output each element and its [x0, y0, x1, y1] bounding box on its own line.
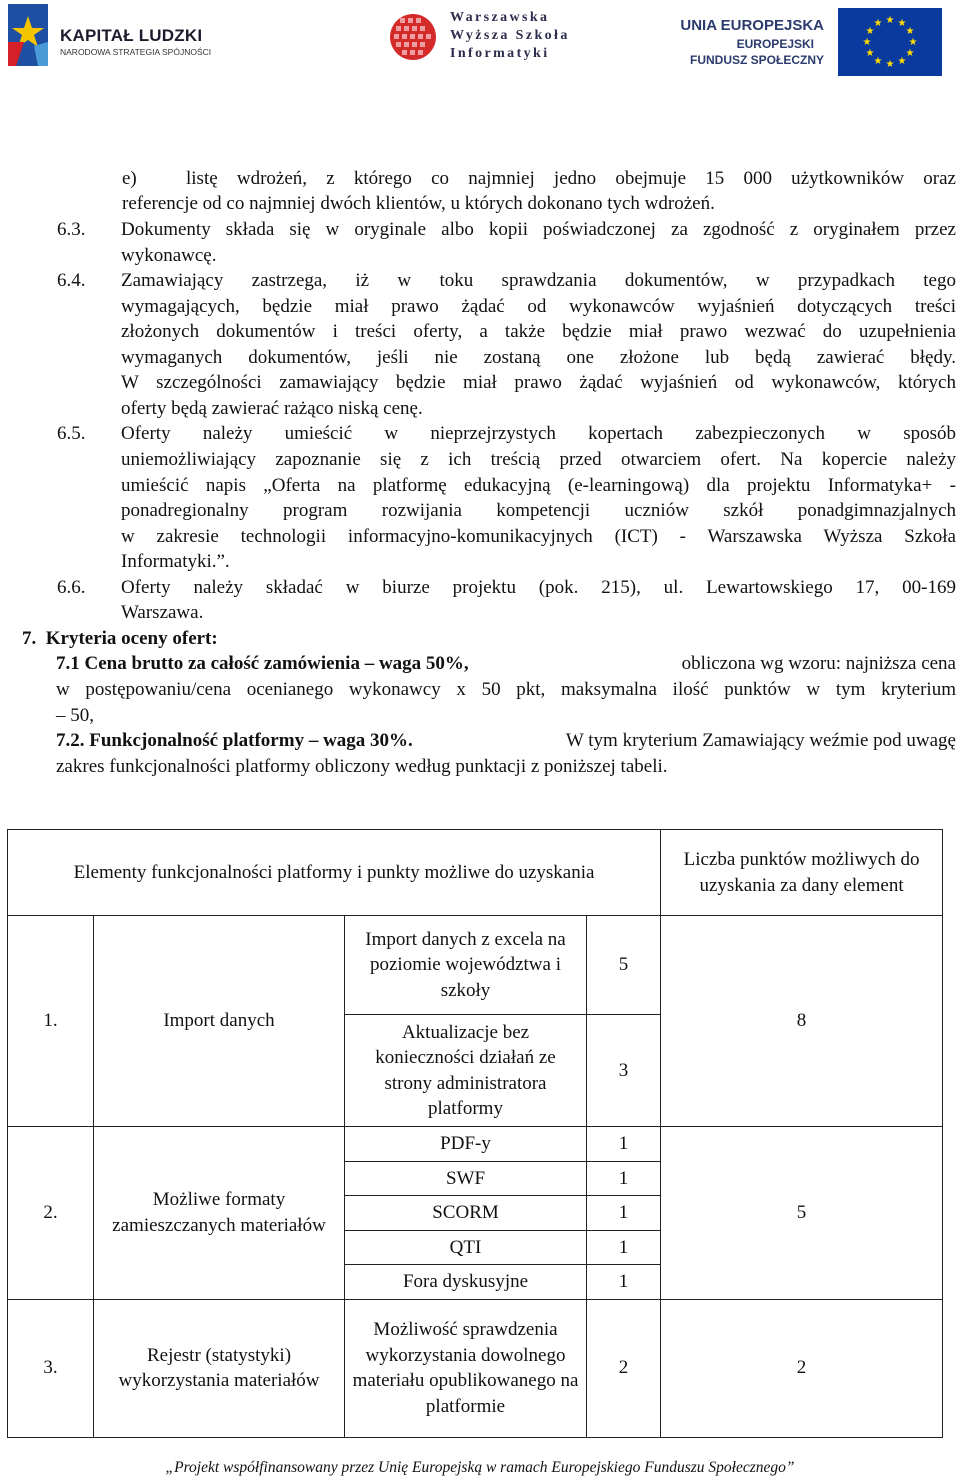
row-number: 3. [8, 1299, 94, 1437]
section-7-2-description: W tym kryterium Zamawiający weźmie pod uwagę [561, 730, 956, 751]
eu-logo [680, 8, 942, 78]
section-6-4-line: Zamawiający zastrzega, iż w toku sprawdzania dokumentów, w przypadkach tego [121, 270, 956, 291]
svg-text:★: ★ [908, 37, 918, 48]
table-row [8, 1299, 943, 1437]
section-6-5-line: w zakresie technologii informacyjno-komunikacyjnych (ICT) - Warszawska Wyższa Szkoła [121, 526, 956, 547]
row-total-points: 8 [661, 916, 943, 1127]
section-7-1-formula: obliczona wg wzoru: najniższa cena [676, 653, 956, 674]
section-6-5-line: umieścić napis „Oferta na platformę edukacyjną (e-learningową) dla projektu Informatyka+ - [121, 475, 956, 496]
item-e-label: e) [122, 168, 137, 189]
wwsi-line2: Wyższa Szkoła [450, 28, 570, 43]
eu-line3: FUNDUSZ SPOŁECZNY [689, 53, 824, 67]
svg-text:★: ★ [873, 18, 883, 29]
section-7-1-line2: w postępowaniu/cena ocenianego wykonawcy x 50 pkt, maksymalna ilość punktów w tym kryterium [56, 679, 956, 700]
table-row [8, 916, 943, 1015]
table-header-row [8, 830, 943, 916]
section-6-5-number: 6.5. [57, 423, 86, 444]
wwsi-logo [388, 8, 578, 64]
svg-text:★: ★ [885, 59, 895, 70]
section-7-1-line3: – 50, [56, 705, 94, 726]
row-element-name: Możliwe formaty zamieszczanych materiałów [94, 1127, 345, 1300]
criteria-table [7, 829, 943, 1438]
section-6-6-number: 6.6. [57, 577, 86, 598]
kapital-ludzki-name: KAPITAŁ LUDZKI [60, 26, 203, 45]
eu-flag-icon [838, 8, 942, 76]
row-element-name: Import danych [94, 916, 345, 1127]
section-6-4-line: wymaganych dokumentów, jeśli nie zostaną one złożone lub będą zawierać błędy. [121, 347, 956, 368]
section-6-5-line: uniemożliwiający zapoznanie się z ich treścią przed otwarciem ofert. Na kopercie należy [121, 449, 956, 470]
row-item-label: SCORM [345, 1196, 587, 1231]
kapital-ludzki-tagline: NARODOWA STRATEGIA SPÓJNOŚCI [60, 47, 212, 57]
svg-text:★: ★ [905, 26, 915, 37]
svg-text:★: ★ [862, 37, 872, 48]
row-total-points: 2 [661, 1299, 943, 1437]
section-6-4-line: wymagających, będzie miał prawo żądać od wykonawców wyjaśnień dotyczących treści [121, 296, 956, 317]
row-item-points: 1 [587, 1127, 661, 1162]
section-6-6-line2: Warszawa. [121, 602, 204, 623]
section-6-6-line1: Oferty należy składać w biurze projektu (pok. 215), ul. Lewartowskiego 17, 00-169 [121, 577, 956, 598]
row-element-name: Rejestr (statystyki) wykorzystania materiałów [94, 1299, 345, 1437]
row-item-points: 1 [587, 1161, 661, 1196]
row-item-label: Import danych z excela na poziomie województwa i szkoły [345, 916, 587, 1015]
row-number: 1. [8, 916, 94, 1127]
wwsi-line1: Warszawska [450, 10, 550, 25]
section-7-1-title: 7.1 Cena brutto za całość zamówienia – waga 50%, [56, 653, 469, 674]
footer-cofinancing-note: „Projekt współfinansowany przez Unię Europejską w ramach Europejskiego Funduszu Społecznego” [165, 1459, 795, 1476]
section-7-2-title: 7.2. Funkcjonalność platformy – waga 30%. [56, 730, 413, 751]
row-item-points: 3 [587, 1015, 661, 1127]
section-6-4-line: W szczególności zamawiający będzie miał prawo żądać wyjaśnień od wykonawców, których [121, 372, 956, 393]
table-header-points: Liczba punktów możliwych do uzyskania za dany element [661, 830, 943, 916]
kapital-ludzki-star-icon [4, 2, 54, 68]
section-6-5-line: Informatyki.”. [121, 551, 230, 572]
row-item-label: SWF [345, 1161, 587, 1196]
wwsi-line3: Informatyki [450, 46, 550, 61]
svg-text:★: ★ [873, 56, 883, 67]
svg-text:★: ★ [885, 15, 895, 26]
row-item-label: PDF-y [345, 1127, 587, 1162]
row-item-label: Możliwość sprawdzenia wykorzystania dowolnego materiału opublikowanego na platformie [345, 1299, 587, 1437]
row-item-points: 1 [587, 1196, 661, 1231]
table-row [8, 1127, 943, 1162]
svg-text:★: ★ [897, 56, 907, 67]
row-item-points: 5 [587, 916, 661, 1015]
eu-line2: EUROPEJSKI [736, 37, 814, 51]
section-6-4-line: oferty będą zawierać rażąco niską cenę. [121, 398, 423, 419]
svg-text:★: ★ [865, 26, 875, 37]
table-header-elements: Elementy funkcjonalności platformy i punkty możliwe do uzyskania [8, 830, 661, 916]
section-7-heading: 7. Kryteria oceny ofert: [22, 628, 218, 649]
row-total-points: 5 [661, 1127, 943, 1300]
row-item-points: 1 [587, 1265, 661, 1300]
section-6-3-line2: wykonawcę. [121, 245, 217, 266]
section-6-4-number: 6.4. [57, 270, 86, 291]
section-7-2-line1 [56, 728, 956, 754]
row-item-label: Fora dyskusyjne [345, 1265, 587, 1300]
item-e-text-line1: listę wdrożeń, z którego co najmniej jedno obejmuje 15 000 użytkowników oraz [186, 168, 956, 189]
svg-text:★: ★ [865, 48, 875, 59]
row-item-label: Aktualizacje bez konieczności działań ze strony administratora platformy [345, 1015, 587, 1127]
item-e-text-line2: referencje od co najmniej dwóch klientów, u których dokonano tych wdrożeń. [122, 193, 715, 214]
eu-line1: UNIA EUROPEJSKA [680, 17, 824, 34]
section-6-5-line: ponadregionalny program rozwijania kompetencji uczniów szkół ponadgimnazjalnych [121, 500, 956, 521]
section-6-3-number: 6.3. [57, 219, 86, 240]
section-7-2-line2: zakres funkcjonalności platformy obliczony według punktacji z poniższej tabeli. [56, 756, 668, 777]
section-6-3-line1: Dokumenty składa się w oryginale albo kopii poświadczonej za zgodność z oryginałem przez [121, 219, 956, 240]
svg-text:★: ★ [897, 18, 907, 29]
row-item-points: 1 [587, 1230, 661, 1265]
wwsi-globe-icon [388, 12, 438, 62]
row-item-points: 2 [587, 1299, 661, 1437]
section-7-1-line1 [56, 651, 956, 677]
row-item-label: QTI [345, 1230, 587, 1265]
svg-text:★: ★ [905, 48, 915, 59]
section-6-5-line: Oferty należy umieścić w nieprzejrzystych kopertach zabezpieczonych w sposób [121, 423, 956, 444]
kapital-ludzki-logo [4, 2, 212, 70]
row-number: 2. [8, 1127, 94, 1300]
section-6-4-line: złożonych dokumentów i treści oferty, a także będzie miał prawo wezwać do uzupełnienia [121, 321, 956, 342]
